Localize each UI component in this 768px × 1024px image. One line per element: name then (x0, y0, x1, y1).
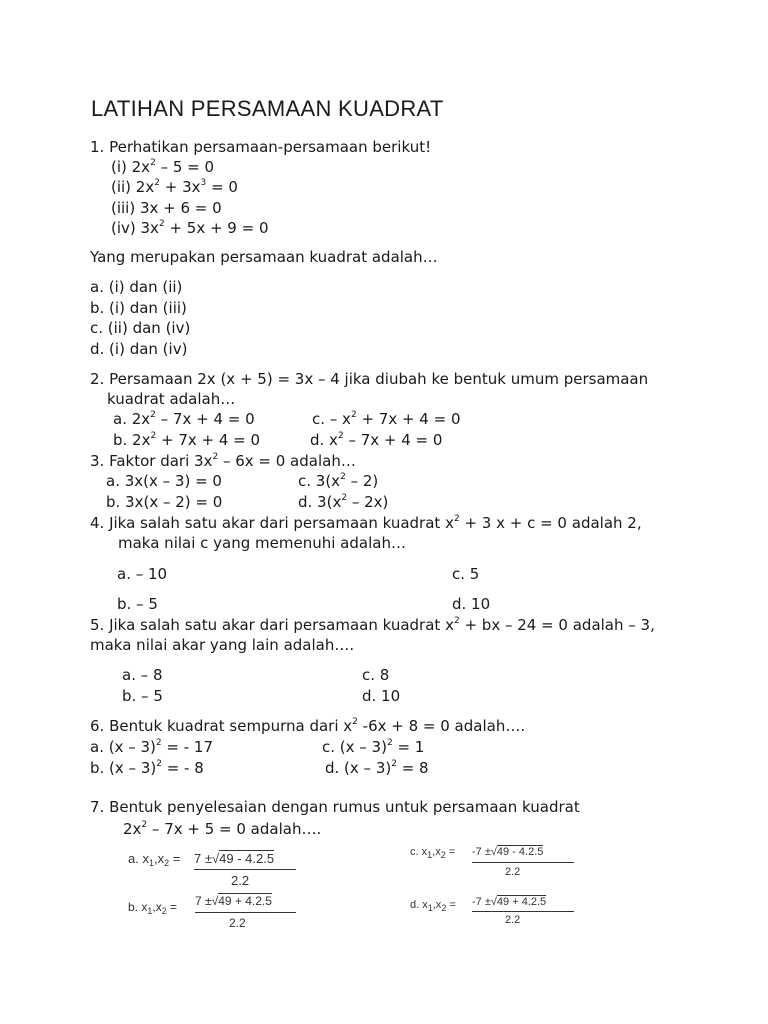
q5-option-a: a. – 8 (122, 666, 163, 684)
q4-stem-line1: 4. Jika salah satu akar dari persamaan kuadrat $x^2 + 3$ x + c = 0 adalah 2, (90, 514, 642, 532)
q7-option-a-formula: a. $x_1,x_2$ = 7 ±√49 - 4.2.5 2.2 (128, 851, 308, 891)
q1-option-a: a. (i) dan (ii) (90, 278, 183, 296)
q2-option-b: b. $2x^2 + 7x + 4 = 0$ (113, 431, 261, 449)
q5-option-d: d. 10 (362, 687, 401, 705)
q3-option-c: c. $3(x^2 - 2)$ (298, 472, 379, 490)
q6-option-d: d. (x – 3)$^2$ = 8 (325, 759, 429, 777)
q5-option-c: c. 8 (362, 666, 390, 684)
q2-option-c: c. – $x^2 + 7x + 4 = 0$ (312, 410, 461, 428)
q1-option-c: c. (ii) dan (iv) (90, 319, 191, 337)
q1-equation-iv: (iv) $3x^2 + 5x + 9 = 0$ (111, 219, 269, 237)
q6-option-b: b. (x – 3)$^2$ = - 8 (90, 759, 204, 777)
q1-prompt: Yang merupakan persamaan kuadrat adalah… (90, 248, 438, 266)
q7-stem-line1: 7. Bentuk penyelesaian dengan rumus untuk persamaan kuadrat (90, 798, 580, 816)
q3-option-d: d. $3(x^2 - 2x)$ (298, 493, 389, 511)
q5-stem-line2: maka nilai akar yang lain adalah…. (90, 636, 355, 654)
q7-option-b-formula: b. $x_1,x_2$ = 7 ±√49 + 4.2.5 2.2 (128, 894, 308, 932)
q1-option-d: d. (i) dan (iv) (90, 340, 188, 358)
q2-option-a: a. $2x^2 - 7x + 4 = 0$ (113, 410, 255, 428)
q1-equation-iii: (iii) 3x + 6 = 0 (111, 199, 222, 217)
q4-option-b: b. – 5 (117, 595, 158, 613)
q2-stem-line2: kuadrat adalah… (107, 390, 236, 408)
q4-option-d: d. 10 (452, 595, 491, 613)
q7-option-d-formula: d. $x_1,x_2$ = -7 ±√49 + 4.2.5 2.2 (410, 896, 580, 930)
q1-stem: 1. Perhatikan persamaan-persamaan berikut! (90, 138, 432, 156)
page-title: LATIHAN PERSAMAAN KUADRAT (91, 96, 444, 121)
q7-option-c-formula: c. $x_1,x_2$ = -7 ±√49 - 4.2.5 2.2 (410, 846, 580, 884)
q2-option-d: d. $x^2 - 7x + 4 = 0$ (310, 431, 443, 449)
q3-stem: 3. Faktor dari $3x^2 - 6x = 0$ adalah… (90, 452, 356, 470)
q4-option-c: c. 5 (452, 565, 480, 583)
q7-stem-line2: $2x^2 - 7x + 5 = 0$ adalah…. (123, 820, 322, 838)
q6-option-c: c. (x – 3)$^2$ = 1 (322, 738, 425, 756)
q5-option-b: b. – 5 (122, 687, 163, 705)
q1-option-b: b. (i) dan (iii) (90, 299, 187, 317)
q6-stem: 6. Bentuk kuadrat sempurna dari $x^2$ -6x + 8 = 0 adalah…. (90, 717, 526, 735)
q4-stem-line2: maka nilai c yang memenuhi adalah… (118, 534, 406, 552)
q1-equation-ii: (ii) $2x^2 + 3x^3 = 0$ (111, 178, 238, 196)
q6-option-a: a. (x – 3)$^2$ = - 17 (90, 738, 213, 756)
q2-stem-line1: 2. Persamaan 2x (x + 5) = 3x – 4 jika diubah ke bentuk umum persamaan (90, 370, 649, 388)
q3-option-b: b. 3x(x – 2) = 0 (106, 493, 223, 511)
q4-option-a: a. – 10 (117, 565, 168, 583)
q3-option-a: a. 3x(x – 3) = 0 (106, 472, 222, 490)
q5-stem-line1: 5. Jika salah satu akar dari persamaan kuadrat $x^2$ + bx – 24 = 0 adalah – 3, (90, 616, 655, 634)
q1-equation-i: (i) $2x^2 - 5 = 0$ (111, 158, 215, 176)
